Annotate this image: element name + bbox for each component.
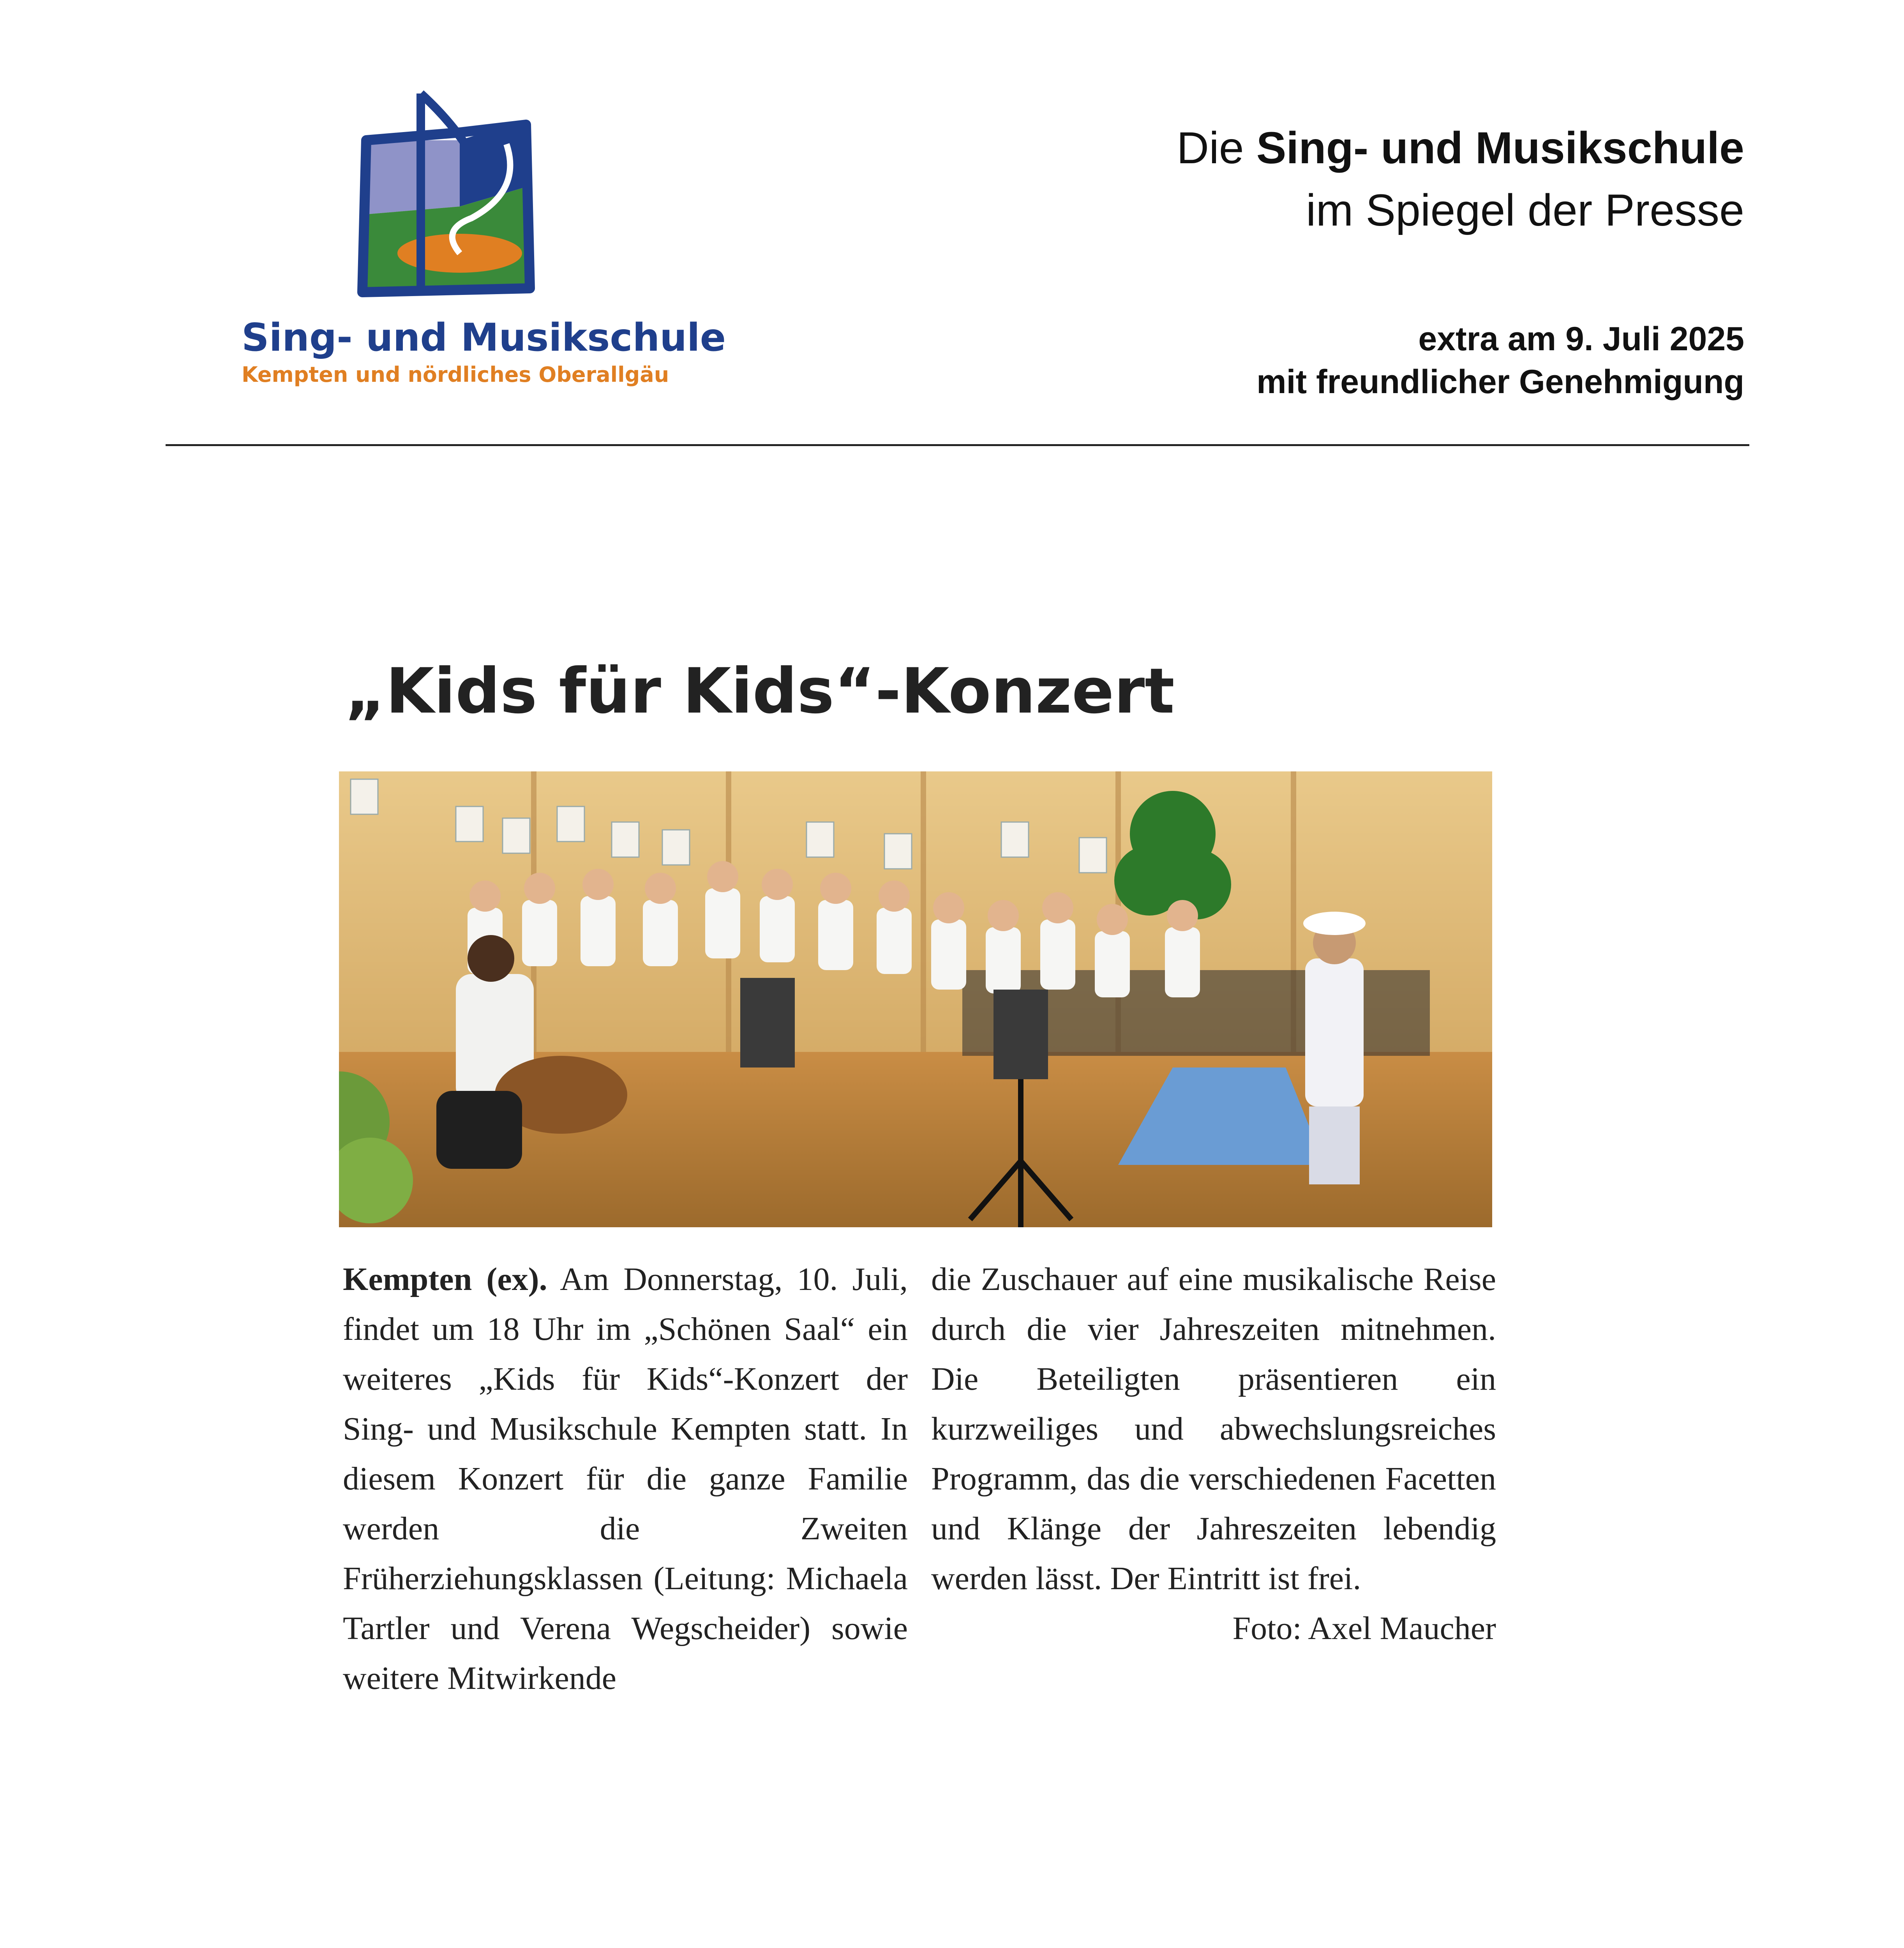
header-date-block [1256, 318, 1744, 403]
title-line2: im Spiegel der Presse [1306, 185, 1744, 235]
logo-title: Sing- und Musikschule [242, 316, 726, 360]
title-prefix: Die [1177, 123, 1244, 173]
article-column-left [343, 1255, 908, 1703]
music-note-logo-icon [343, 90, 600, 308]
permission-line: mit freundlicher Genehmigung [1256, 363, 1744, 401]
photo-credit: Foto: Axel Maucher [1232, 1610, 1496, 1646]
article-place: Kempten (ex). [343, 1261, 547, 1297]
article-headline: „Kids für Kids“-Konzert [345, 655, 1175, 727]
article-text-col2: die Zuschauer auf eine musikalische Reise durch die vier Jahreszeiten mitnehmen. Die Beteiligten präsentieren ein kurzweiliges und abwechslungsreiches Programm, das die verschiedenen Facetten und Klänge der Jahreszeiten lebendig werden lässt. Der Eintritt ist frei. [931, 1261, 1496, 1597]
header-divider [166, 444, 1749, 446]
article-text-col1: Am Donnerstag, 10. Juli, findet um 18 Uhr im „Schönen Saal“ ein weiteres „Kids für Kids“-Konzert der Sing- und Musikschule Kempten statt. In diesem Konzert für die ganze Familie werden die Zweiten Früherziehungsklassen (Leitung: Michaela Tartler und Verena Wegscheider) sowie weitere Mitwirkende [343, 1261, 908, 1696]
logo-subtitle: Kempten und nördliches Oberallgäu [242, 362, 669, 387]
date-line: extra am 9. Juli 2025 [1418, 320, 1744, 358]
article-column-right [931, 1255, 1496, 1653]
school-logo [226, 90, 726, 401]
title-bold: Sing- und Musikschule [1256, 123, 1744, 173]
article-photo [339, 771, 1492, 1227]
press-clipping [339, 655, 1512, 1897]
header-title [1177, 117, 1744, 242]
